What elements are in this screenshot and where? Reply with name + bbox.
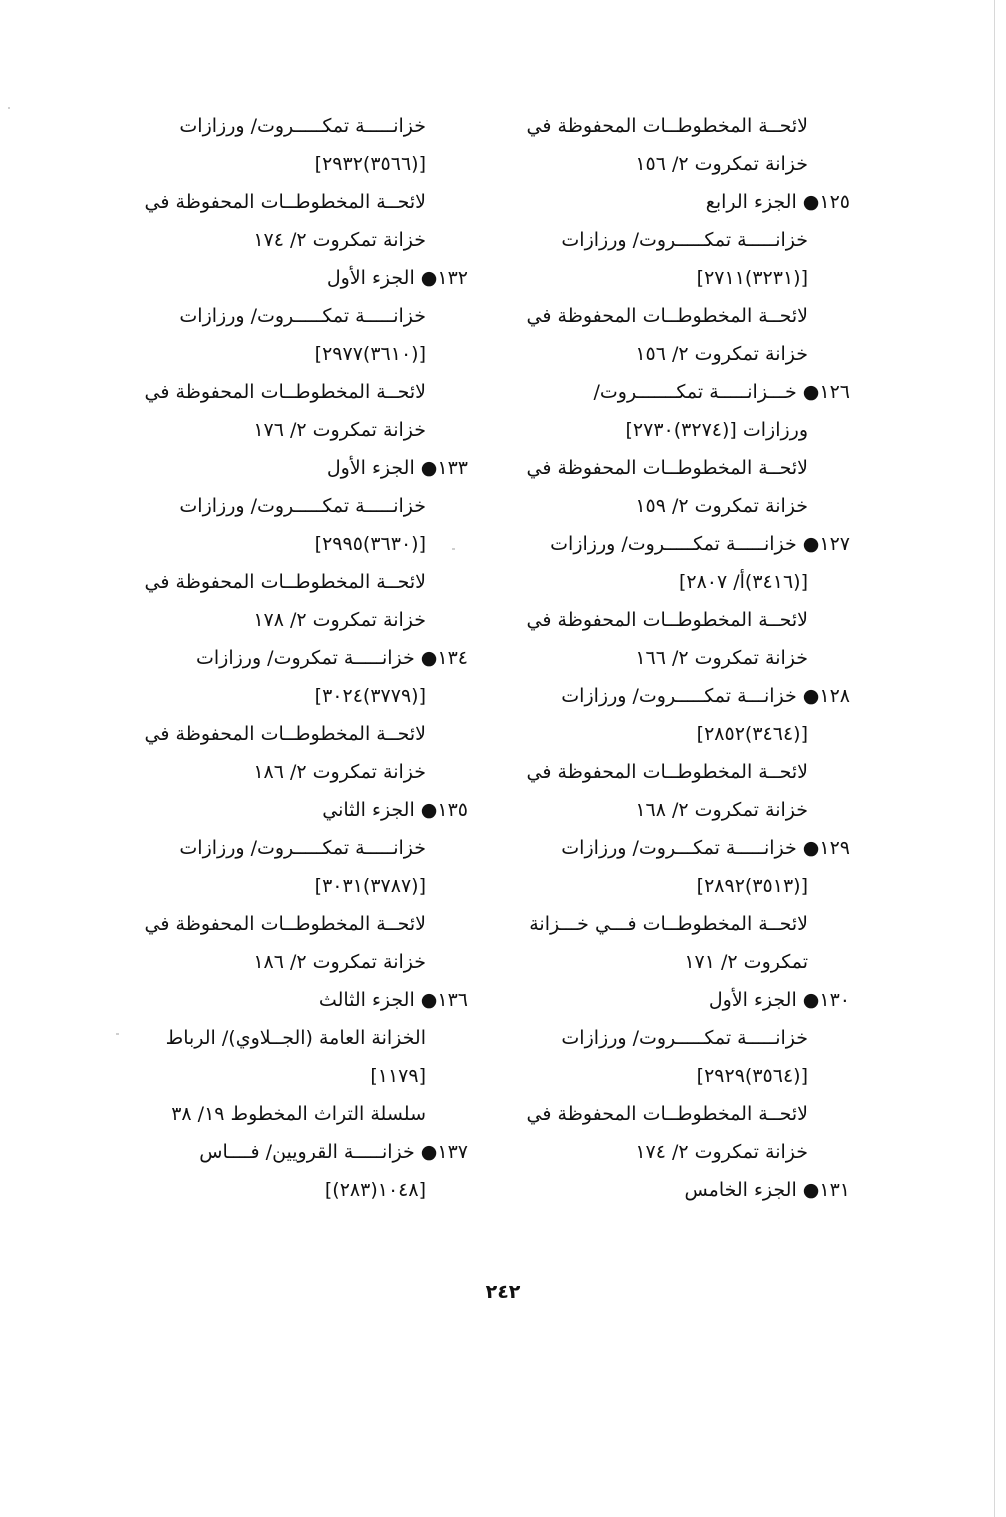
entry-line: خزانة تمكروت ٢/ ١٨٦ xyxy=(253,761,426,783)
entry-line: خزانـــــة تمكـــــروت/ ورزازات xyxy=(561,229,808,251)
entry-line: [(٣٦٣٠)٢٩٩٥] xyxy=(314,533,426,555)
entry-heading: ١٣٧● خزانـــــة القرويين/ فــــاس xyxy=(199,1141,468,1163)
entry-heading: ١٣٥● الجزء الثاني xyxy=(322,799,468,821)
entry-line: لائحــة المخطوطــات المحفوظة في xyxy=(526,457,808,479)
left-column xyxy=(93,107,468,1209)
entry-line: خزانـــــة تمكـــــروت/ ورزازات xyxy=(179,305,426,327)
entry-line: لائحــة المخطوطــات المحفوظة في xyxy=(526,761,808,783)
entry-line: [(٣٧٨٧)٣٠٣١] xyxy=(314,875,426,897)
entry-line: خزانة تمكروت ٢/ ١٥٦ xyxy=(635,343,808,365)
entry-line: لائحــة المخطوطــات المحفوظة في xyxy=(144,191,426,213)
entry-line: خزانة تمكروت ٢/ ١٧٤ xyxy=(635,1141,808,1163)
page-number: ٢٤٢ xyxy=(485,1281,521,1303)
entry-line: خزانـــــة تمكـــــروت/ ورزازات xyxy=(179,495,426,517)
entry-line: خزانة تمكروت ٢/ ١٥٦ xyxy=(635,153,808,175)
entry-line: لائحــة المخطوطــات المحفوظة في xyxy=(144,723,426,745)
entry-heading: ١٣٠● الجزء الأول xyxy=(708,989,850,1011)
entry-line: [(٣٥٦٤)٢٩٢٩] xyxy=(696,1065,808,1087)
entry-line: خزانة تمكروت ٢/ ١٧٤ xyxy=(253,229,426,251)
entry-line: خزانـــــة تمكـــــروت/ ورزازات xyxy=(179,115,426,137)
entry-heading: ١٣٢● الجزء الأول xyxy=(326,267,468,289)
entry-line: خزانة تمكروت ٢/ ١٥٩ xyxy=(635,495,808,517)
entry-line: خزانة تمكروت ٢/ ١٧٦ xyxy=(253,419,426,441)
entry-heading: ١٣١● الجزء الخامس xyxy=(684,1179,850,1201)
scan-speck xyxy=(8,107,10,109)
entry-line: لائحــة المخطوطــات المحفوظة في xyxy=(144,571,426,593)
entry-line: لائحــة المخطوطــات المحفوظة في xyxy=(144,381,426,403)
entry-line: خزانة تمكروت ٢/ ١٧٨ xyxy=(253,609,426,631)
entry-line: خزانة تمكروت ٢/ ١٦٦ xyxy=(635,647,808,669)
entry-line: لائحــة المخطوطــات المحفوظة في xyxy=(526,609,808,631)
entry-heading: ١٣٣● الجزء الأول xyxy=(326,457,468,479)
entry-line: لائحــة المخطوطــات المحفوظة في xyxy=(526,115,808,137)
entry-heading: ١٢٦● خـــزانـــــة تمكـــــــروت/ xyxy=(593,381,850,403)
entry-heading: ١٢٧● خزانـــــة تمكـــــروت/ ورزازات xyxy=(550,533,850,555)
entry-line: [١١٧٩] xyxy=(370,1065,426,1087)
entry-line: لائحــة المخطوطــات المحفوظة في xyxy=(526,1103,808,1125)
entry-line: [(٣٧٧٩)٣٠٢٤] xyxy=(314,685,426,707)
entry-line: [(٣٥١٣)٢٨٩٢] xyxy=(696,875,808,897)
entry-line: لائحــة المخطوطــات فـــي خـــزانة xyxy=(529,913,808,935)
entry-line: الخزانة العامة (الجــلاوي)/ الرباط xyxy=(165,1027,426,1049)
entry-line: [١٠٤٨(٢٨٣)] xyxy=(324,1179,426,1201)
entry-heading: ١٣٤● خزانـــــة تمكروت/ ورزازات xyxy=(196,647,468,669)
entry-heading: ١٢٨● خزانـــة تمكـــــروت/ ورزازات xyxy=(561,685,850,707)
entry-line: خزانـــــة تمكـــــروت/ ورزازات xyxy=(561,1027,808,1049)
entry-line: تمكروت ٢/ ١٧١ xyxy=(684,951,808,973)
entry-line: [(٣٥٦٦)٢٩٣٢] xyxy=(314,153,426,175)
entry-line: ورزازات [(٣٢٧٤)٢٧٣٠] xyxy=(625,419,808,441)
entry-heading: ١٢٥● الجزء الرابع xyxy=(705,191,850,213)
entry-line: [(٣٤١٦)أ/ ٢٨٠٧] xyxy=(678,571,808,593)
entry-line: [(٣٦١٠)٢٩٧٧] xyxy=(314,343,426,365)
entry-line: [(٣٢٣١)٢٧١١] xyxy=(696,267,808,289)
entry-line: [(٣٤٦٤)٢٨٥٢] xyxy=(696,723,808,745)
entry-line: لائحــة المخطوطــات المحفوظة في xyxy=(526,305,808,327)
entry-heading: ١٣٦● الجزء الثالث xyxy=(318,989,468,1011)
right-column xyxy=(495,107,850,1209)
entry-heading: ١٢٩● خزانـــــة تمكـــروت/ ورزازات xyxy=(561,837,850,859)
entry-line: خزانة تمكروت ٢/ ١٨٦ xyxy=(253,951,426,973)
entry-line: خزانة تمكروت ٢/ ١٦٨ xyxy=(635,799,808,821)
entry-line: سلسلة التراث المخطوط ١٩/ ٣٨ xyxy=(171,1103,426,1125)
entry-line: خزانـــــة تمكـــــروت/ ورزازات xyxy=(179,837,426,859)
entry-line: لائحــة المخطوطــات المحفوظة في xyxy=(144,913,426,935)
